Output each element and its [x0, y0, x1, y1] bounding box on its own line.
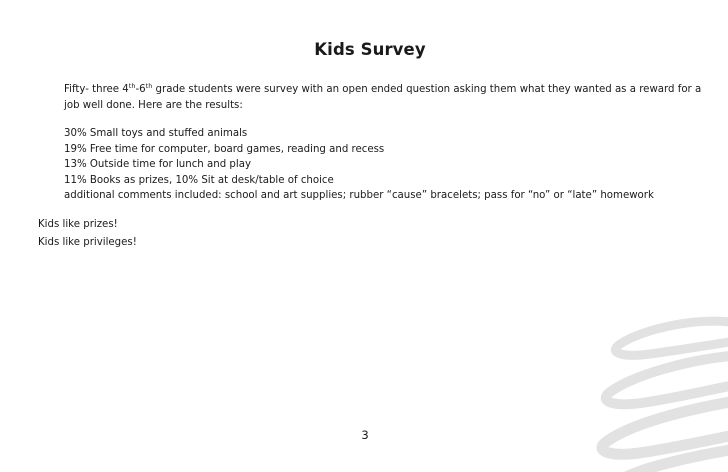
closing-line: Kids like prizes!	[38, 219, 118, 230]
intro-part-1: Fifty- three 4	[64, 84, 129, 95]
intro-part-3: grade students were survey with an open ended question asking them what they wanted as a reward for a job well done. Here are the results:	[64, 84, 702, 111]
result-item: 11% Books as prizes, 10% Sit at desk/table of choice	[64, 174, 334, 186]
intro-text	[64, 82, 704, 114]
intro-superscript-2: th	[145, 82, 153, 90]
additional-comments: additional comments included: school and art supplies; rubber “cause” bracelets; pass for “no” or “late” homework	[64, 190, 654, 201]
page-number: 3	[361, 428, 369, 442]
closing-statements	[38, 216, 137, 252]
result-item: 19% Free time for computer, board games, reading and recess	[64, 143, 385, 155]
closing-line: Kids like privileges!	[38, 237, 137, 248]
results-list	[64, 126, 714, 204]
page-title: Kids Survey	[314, 40, 426, 59]
result-item: 30% Small toys and stuffed animals	[64, 128, 248, 139]
intro-paragraph	[64, 82, 704, 114]
intro-part-2: -6	[135, 84, 146, 95]
intro-superscript-1: th	[128, 82, 136, 90]
result-item: 13% Outside time for lunch and play	[64, 159, 251, 170]
swirl-graphic-icon	[580, 300, 728, 472]
